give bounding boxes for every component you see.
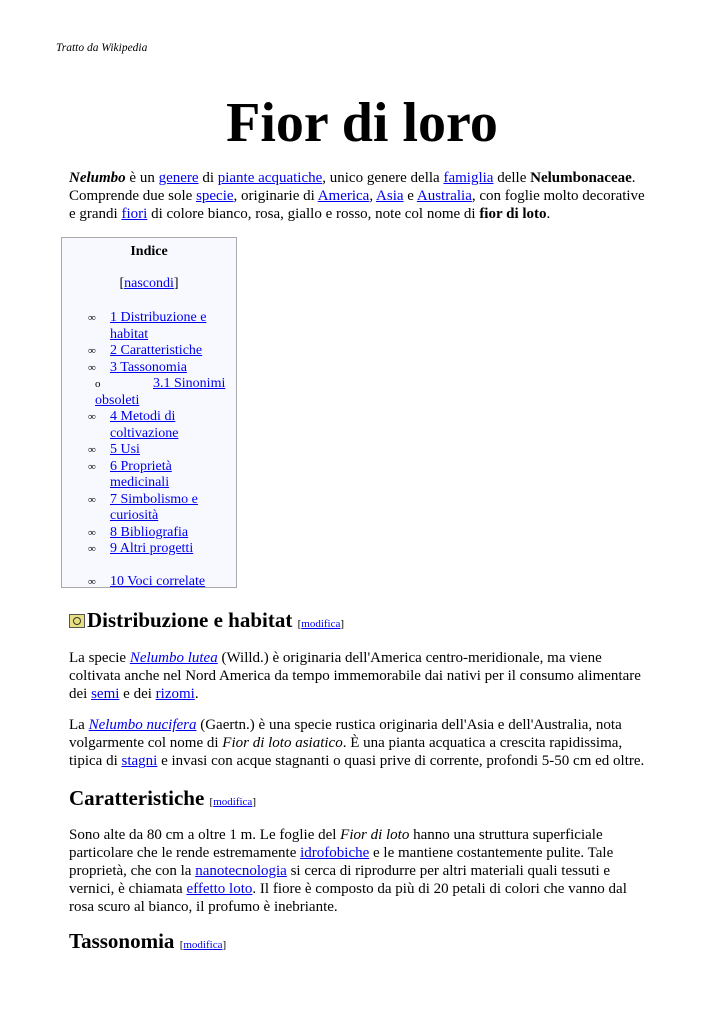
intro-genus: Nelumbo	[69, 170, 126, 186]
body-text: La	[69, 717, 89, 733]
toc-bullet: ∞	[88, 493, 96, 506]
body-text: La specie	[69, 650, 130, 666]
edit-link[interactable]: modifica	[213, 796, 253, 808]
body-text: e invasi con acque stagnanti o quasi prive di corrente, profondi 5-50 cm ed oltre.	[157, 753, 645, 769]
toc-item	[62, 574, 236, 591]
toc-hide-link[interactable]: nascondi	[124, 276, 174, 291]
toc-bullet: ∞	[88, 576, 96, 588]
toc-list	[62, 310, 236, 591]
intro-text: , originarie di	[233, 188, 318, 204]
page-title: Fior di loro	[226, 92, 498, 154]
body-text: hanno una struttura superficiale particolare che le rende estremamente	[69, 827, 603, 861]
body-text: . È una pianta acquatica a crescita rapidissima, tipica di	[69, 735, 623, 769]
table-of-contents	[61, 237, 237, 588]
toc-link[interactable]: 5 Usi	[110, 442, 140, 457]
intro-text: . Comprende due sole	[69, 170, 636, 204]
body-text: (Gaertn.) è una specie rustica originaria dell'Asia e dell'Australia, nota volgarmente col nome di	[69, 717, 622, 751]
link-specie[interactable]: specie	[196, 188, 234, 204]
toc-link[interactable]: 2 Caratteristiche	[110, 343, 203, 358]
toc-link[interactable]: 1 Distribuzione e habitat	[110, 310, 207, 342]
link-rizomi[interactable]: rizomi	[155, 686, 195, 702]
edit-control: [modifica]	[179, 939, 227, 951]
intro-family-name: Nelumbonaceae	[530, 170, 632, 186]
link-stagni[interactable]: stagni	[121, 753, 158, 769]
section-heading-text: Distribuzione e habitat	[87, 608, 293, 632]
toc-link[interactable]: 3 Tassonomia	[110, 359, 187, 375]
section-heading-text: Tassonomia	[69, 929, 175, 953]
toc-bullet: ∞	[88, 345, 96, 357]
intro-text: ,	[369, 188, 377, 204]
section-heading-tassonomia	[69, 928, 226, 958]
intro-text: di colore bianco, rosa, giallo e rosso, note col nome di	[147, 206, 480, 222]
toc-item	[62, 310, 236, 343]
toc-item	[62, 409, 236, 442]
body-italic: Fior di loto	[340, 827, 410, 843]
toc-link[interactable]: 9 Altri progetti	[110, 541, 194, 556]
edit-control: [modifica]	[209, 796, 256, 808]
body-italic: Fior di loto asiatico	[222, 735, 343, 751]
intro-text: di	[198, 170, 218, 186]
section-heading-distribuzione	[69, 607, 344, 637]
link-famiglia[interactable]: famiglia	[443, 170, 494, 186]
link-nelumbo-nucifera[interactable]	[89, 717, 197, 733]
intro-text: e	[403, 188, 417, 204]
link-text: Nelumbo lutea	[129, 650, 218, 666]
section-heading-caratteristiche	[69, 785, 256, 815]
link-text: Nelumbo nucifera	[88, 717, 197, 733]
link-fiori[interactable]: fiori	[121, 206, 148, 222]
toc-bracket: ]	[173, 276, 179, 291]
toc-bullet: ∞	[88, 444, 96, 456]
toc-bullet: ∞	[88, 526, 96, 539]
link-america[interactable]: America	[317, 188, 370, 204]
link-genere[interactable]: genere	[158, 170, 199, 186]
source-note: Tratto da Wikipedia	[56, 42, 148, 54]
toc-bullet: ∞	[88, 361, 96, 374]
toc-title: Indice	[130, 244, 168, 259]
toc-link[interactable]: 8 Bibliografia	[110, 524, 189, 540]
body-text: e dei	[119, 686, 156, 702]
link-effetto-loto[interactable]: effetto loto	[186, 881, 253, 897]
toc-item	[62, 459, 236, 492]
toc-subitem	[62, 376, 236, 409]
intro-text: , unico genere della	[322, 170, 444, 186]
edit-link[interactable]: modifica	[183, 939, 223, 951]
intro-text: , con foglie molto decorative e grandi	[69, 188, 645, 222]
section-heading-text: Caratteristiche	[69, 786, 205, 810]
toc-bullet: o	[95, 378, 101, 390]
intro-text: delle	[493, 170, 531, 186]
intro-text: è un	[125, 170, 159, 186]
toc-link[interactable]: 7 Simbolismo e curiosità	[110, 491, 198, 523]
section-image-icon	[69, 614, 85, 628]
distribuzione-paragraph-2	[69, 716, 649, 770]
toc-item	[62, 343, 236, 360]
toc-link[interactable]: 10 Voci correlate	[110, 574, 206, 589]
toc-link[interactable]: 3.1 Sinonimi obsoleti	[95, 376, 226, 408]
toc-hide-control	[62, 276, 236, 293]
link-nanotecnologia[interactable]: nanotecnologia	[195, 863, 287, 879]
body-text: .	[194, 686, 199, 702]
toc-item	[62, 525, 236, 542]
body-text: e le mantiene costantemente pulite. Tale proprietà, che con la	[69, 845, 614, 879]
toc-item	[62, 541, 236, 558]
intro-text: .	[546, 206, 551, 222]
edit-link[interactable]: modifica	[301, 618, 341, 630]
toc-link[interactable]: 4 Metodi di coltivazione	[110, 409, 179, 441]
toc-link[interactable]: 6 Proprietà medicinali	[110, 458, 172, 490]
link-semi[interactable]: semi	[91, 686, 120, 702]
body-text: Sono alte da 80 cm a oltre 1 m. Le foglie del	[69, 827, 341, 843]
toc-bullet: ∞	[88, 460, 96, 473]
body-text: . Il fiore è composto da più di 20 petali di colori che vanno dal rosa scuro al bianco, il profumo è inebriante.	[69, 881, 627, 915]
link-idrofobiche[interactable]: idrofobiche	[300, 845, 370, 861]
intro-paragraph	[69, 169, 649, 223]
toc-item	[62, 492, 236, 525]
link-asia[interactable]: Asia	[376, 188, 404, 204]
link-nelumbo-lutea[interactable]	[130, 650, 218, 666]
toc-bullet: ∞	[88, 411, 96, 423]
toc-bullet: ∞	[88, 543, 96, 555]
toc-item	[62, 360, 236, 377]
toc-item	[62, 442, 236, 459]
toc-bullet: ∞	[88, 312, 96, 324]
caratteristiche-paragraph	[69, 826, 649, 916]
intro-common-name: fior di loto	[479, 206, 547, 222]
distribuzione-paragraph-1	[69, 649, 649, 703]
body-text: si cerca di riprodurre per altri materiali quali tessuti e vernici, è chiamata	[69, 863, 611, 897]
body-text: (Willd.) è originaria dell'America centro-meridionale, ma viene coltivata anche nel Nord America da tempo immemorabile dai nativi per il consumo alimentare dei	[69, 650, 641, 702]
link-piante-acquatiche[interactable]: piante acquatiche	[217, 170, 323, 186]
edit-control: [modifica]	[297, 618, 345, 630]
toc-bracket: [	[119, 276, 125, 291]
link-australia[interactable]: Australia	[416, 188, 472, 204]
